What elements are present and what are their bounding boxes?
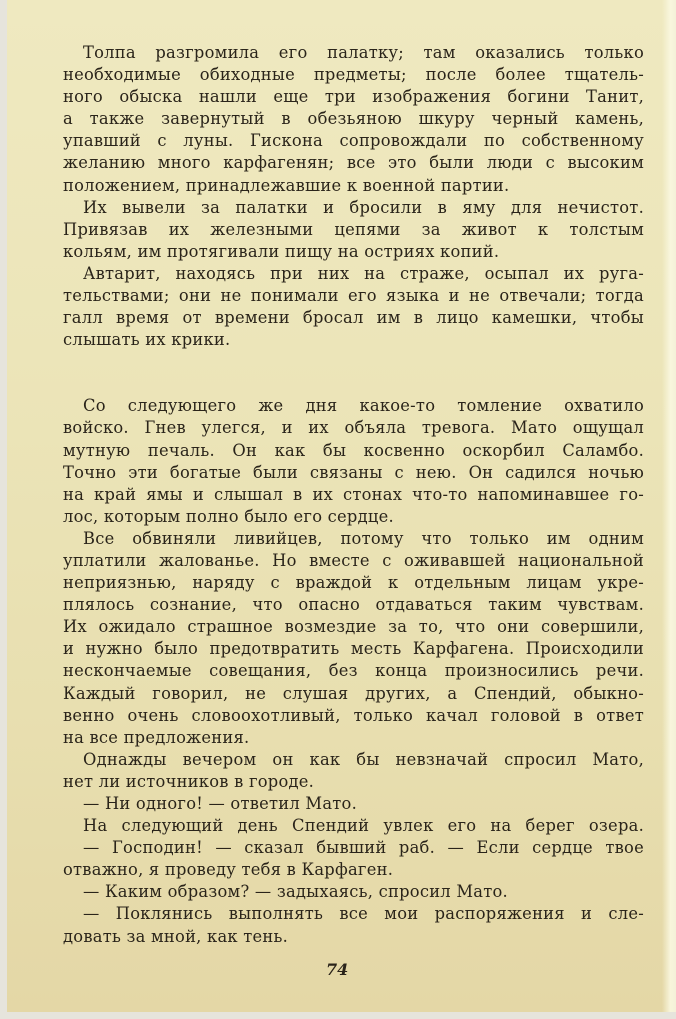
text-line: — Каким образом? — задыхаясь, спросил Мато. bbox=[83, 882, 508, 902]
text-line: Однажды вечером он как бы невзначай спросил Мато, bbox=[83, 749, 644, 769]
text-line: Со следующего же дня какое-то томление охватило bbox=[83, 396, 644, 416]
text-line: нескончаемые совещания, без конца произносились речи. bbox=[63, 661, 644, 681]
text-line: Их вывели за палатки и бросили в яму для нечистот. bbox=[83, 197, 644, 217]
section-1 bbox=[63, 42, 644, 351]
text-line: нет ли источников в городе. bbox=[63, 771, 315, 791]
text-line: отважно, я проведу тебя в Карфаген. bbox=[63, 860, 394, 880]
text-line: На следующий день Спендий увлек его на берег озера. bbox=[83, 816, 644, 836]
dialogue-line bbox=[63, 903, 644, 947]
text-line: Все обвиняли ливийцев, потому что только им одним bbox=[83, 528, 644, 548]
text-line: необходимые обиходные предметы; после более тщатель- bbox=[63, 65, 644, 85]
text-line: и нужно было предотвратить месть Карфагена. Происходили bbox=[63, 639, 644, 659]
dialogue-line bbox=[63, 793, 644, 815]
paragraph bbox=[63, 528, 644, 749]
book-page bbox=[7, 0, 676, 1012]
text-line: Каждый говорил, не слушая других, а Спендий, обыкно- bbox=[63, 683, 644, 703]
text-line: а также завернутый в обезьяною шкуру черный камень, bbox=[63, 109, 644, 129]
text-line: Их ожидало страшное возмездие за то, что они совершили, bbox=[63, 617, 644, 637]
page-number: 74 bbox=[326, 960, 349, 979]
text-line: Толпа разгромила его палатку; там оказались только bbox=[83, 43, 644, 62]
text-line: кольям, им протягивали пищу на остриях копий. bbox=[63, 241, 500, 261]
text-line: — Господин! — сказал бывший раб. — Если сердце твое bbox=[83, 838, 644, 858]
text-line: лос, которым полно было его сердце. bbox=[63, 506, 394, 526]
paragraph bbox=[63, 395, 644, 528]
text-line: тельствами; они не понимали его языка и не отвечали; тогда bbox=[63, 286, 644, 306]
text-line: мутную печаль. Он как бы косвенно оскорбил Саламбо. bbox=[63, 440, 644, 460]
paragraph bbox=[63, 42, 644, 197]
section-2 bbox=[63, 395, 644, 947]
paragraph bbox=[63, 815, 644, 837]
text-line: желанию много карфагенян; все это были люди с высоким bbox=[63, 153, 644, 173]
text-line: — Ни одного! — ответил Мато. bbox=[83, 794, 358, 813]
text-line: войско. Гнев улегся, и их объяла тревога. Мато ощущал bbox=[63, 418, 644, 438]
dialogue-line bbox=[63, 837, 644, 881]
text-line: на все предложения. bbox=[63, 727, 250, 747]
text-line: венно очень словоохотливый, только качал головой в ответ bbox=[63, 705, 644, 725]
paragraph bbox=[63, 749, 644, 793]
text-line: Точно эти богатые были связаны с нею. Он садился ночью bbox=[63, 462, 644, 482]
text-line: уплатили жалованье. Но вместе с оживавшей национальной bbox=[63, 550, 644, 570]
text-line: ного обыска нашли еще три изображения богини Танит, bbox=[63, 87, 644, 107]
text-line: слышать их крики. bbox=[63, 330, 231, 350]
text-line: Привязав их железными цепями за живот к толстым bbox=[63, 219, 644, 239]
text-line: упавший с луны. Гискона сопровождали по собственному bbox=[63, 131, 644, 151]
text-line: Автарит, находясь при них на страже, осыпал их руга- bbox=[83, 263, 644, 283]
text-line: неприязнью, наряду с враждой к отдельным лицам укре- bbox=[63, 573, 644, 593]
paragraph bbox=[63, 263, 644, 351]
section-break bbox=[63, 351, 644, 395]
paragraph bbox=[63, 197, 644, 263]
text-line: — Поклянись выполнять все мои распоряжения и сле- bbox=[83, 904, 644, 924]
text-line: положением, принадлежавшие к военной партии. bbox=[63, 175, 510, 195]
page-text bbox=[63, 42, 644, 948]
text-line: на край ямы и слышал в их стонах что-то напоминавшее го- bbox=[63, 484, 644, 504]
text-line: плялось сознание, что опасно отдаваться таким чувствам. bbox=[63, 595, 644, 615]
dialogue-line bbox=[63, 881, 644, 903]
text-line: галл время от времени бросал им в лицо камешки, чтобы bbox=[63, 308, 644, 328]
text-line: довать за мной, как тень. bbox=[63, 926, 289, 946]
